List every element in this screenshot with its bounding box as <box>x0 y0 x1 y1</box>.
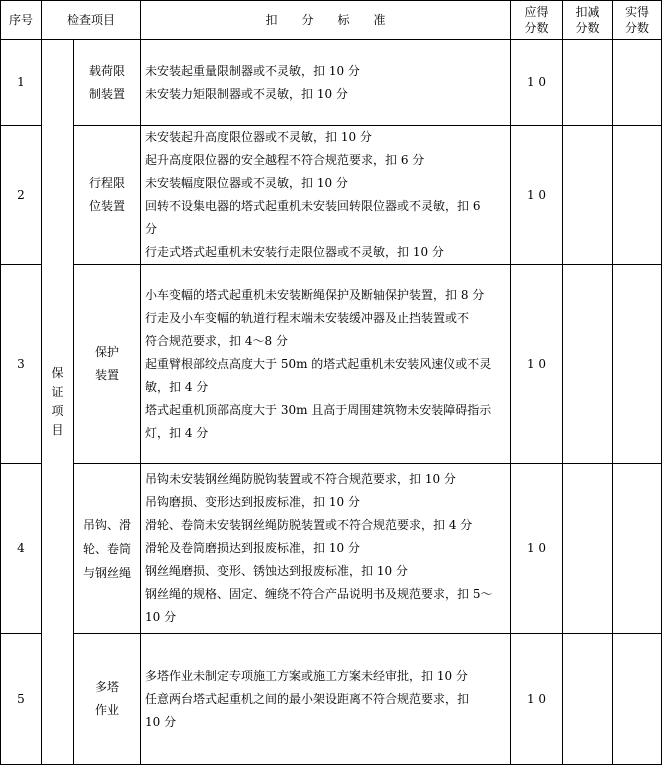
header-standard: 扣 分 标 准 <box>141 1 511 40</box>
row-deducted-score <box>563 464 613 634</box>
row-standard: 吊钩未安装钢丝绳防脱钩装置或不符合规范要求，扣 10 分 吊钩磨损、变形达到报废标准，扣 10 分 滑轮、卷筒未安装钢丝绳防脱装置或不符合规范要求，扣 4 分 滑轮及卷筒磨损达到报废标准，扣 10 分 钢丝绳磨损、变形、锈蚀达到报废标准，扣 10 分 钢丝绳的规格、固定、缠绕不符合产品说明书及规范要求，扣 5～ 10 分 <box>141 464 511 634</box>
row-deducted-score <box>563 40 613 126</box>
table-row <box>1 265 662 464</box>
row-seq: 5 <box>1 634 42 765</box>
row-actual-score <box>613 126 662 265</box>
header-due-score: 应得 分数 <box>511 1 563 40</box>
row-item: 吊钩、滑 轮、卷筒 与钢丝绳 <box>74 464 141 634</box>
row-due-score: 1 0 <box>511 634 563 765</box>
row-item: 行程限 位装置 <box>74 126 141 265</box>
row-item: 多塔 作业 <box>74 634 141 765</box>
header-deducted-score: 扣减 分数 <box>563 1 613 40</box>
row-deducted-score <box>563 126 613 265</box>
header-row <box>1 1 662 40</box>
category-cell: 保 证 项 目 <box>42 40 74 765</box>
row-seq: 4 <box>1 464 42 634</box>
row-standard: 小车变幅的塔式起重机未安装断绳保护及断轴保护装置，扣 8 分 行走及小车变幅的轨道行程末端未安装缓冲器及止挡装置或不 符合规范要求，扣 4～8 分 起重臂根部绞点高度大于 50m 的塔式起重机未安装风速仪或不灵 敏，扣 4 分 塔式起重机顶部高度大于 30m 且高于周围建筑物未安装障碍指示 灯，扣 4 分 <box>141 265 511 464</box>
row-standard: 未安装起重量限制器或不灵敏，扣 10 分 未安装力矩限制器或不灵敏，扣 10 分 <box>141 40 511 126</box>
row-item: 载荷限 制装置 <box>74 40 141 126</box>
table-row <box>1 40 662 126</box>
header-actual-score: 实得 分数 <box>613 1 662 40</box>
row-standard: 未安装起升高度限位器或不灵敏，扣 10 分 起升高度限位器的安全越程不符合规范要求，扣 6 分 未安装幅度限位器或不灵敏，扣 10 分 回转不设集电器的塔式起重机未安装回转限位器或不灵敏，扣 6 分 行走式塔式起重机未安装行走限位器或不灵敏，扣 10 分 <box>141 126 511 265</box>
table-row <box>1 126 662 265</box>
header-item: 检查项目 <box>42 1 141 40</box>
header-seq: 序号 <box>1 1 42 40</box>
table-row <box>1 634 662 765</box>
row-due-score: 1 0 <box>511 265 563 464</box>
row-deducted-score <box>563 634 613 765</box>
table-row <box>1 464 662 634</box>
row-seq: 3 <box>1 265 42 464</box>
row-actual-score <box>613 40 662 126</box>
row-actual-score <box>613 634 662 765</box>
row-actual-score <box>613 265 662 464</box>
row-due-score: 1 0 <box>511 40 563 126</box>
row-seq: 2 <box>1 126 42 265</box>
row-deducted-score <box>563 265 613 464</box>
row-standard: 多塔作业未制定专项施工方案或施工方案未经审批，扣 10 分 任意两台塔式起重机之间的最小架设距离不符合规范要求，扣 10 分 <box>141 634 511 765</box>
row-actual-score <box>613 464 662 634</box>
row-due-score: 1 0 <box>511 126 563 265</box>
row-due-score: 1 0 <box>511 464 563 634</box>
row-seq: 1 <box>1 40 42 126</box>
row-item: 保护 装置 <box>74 265 141 464</box>
